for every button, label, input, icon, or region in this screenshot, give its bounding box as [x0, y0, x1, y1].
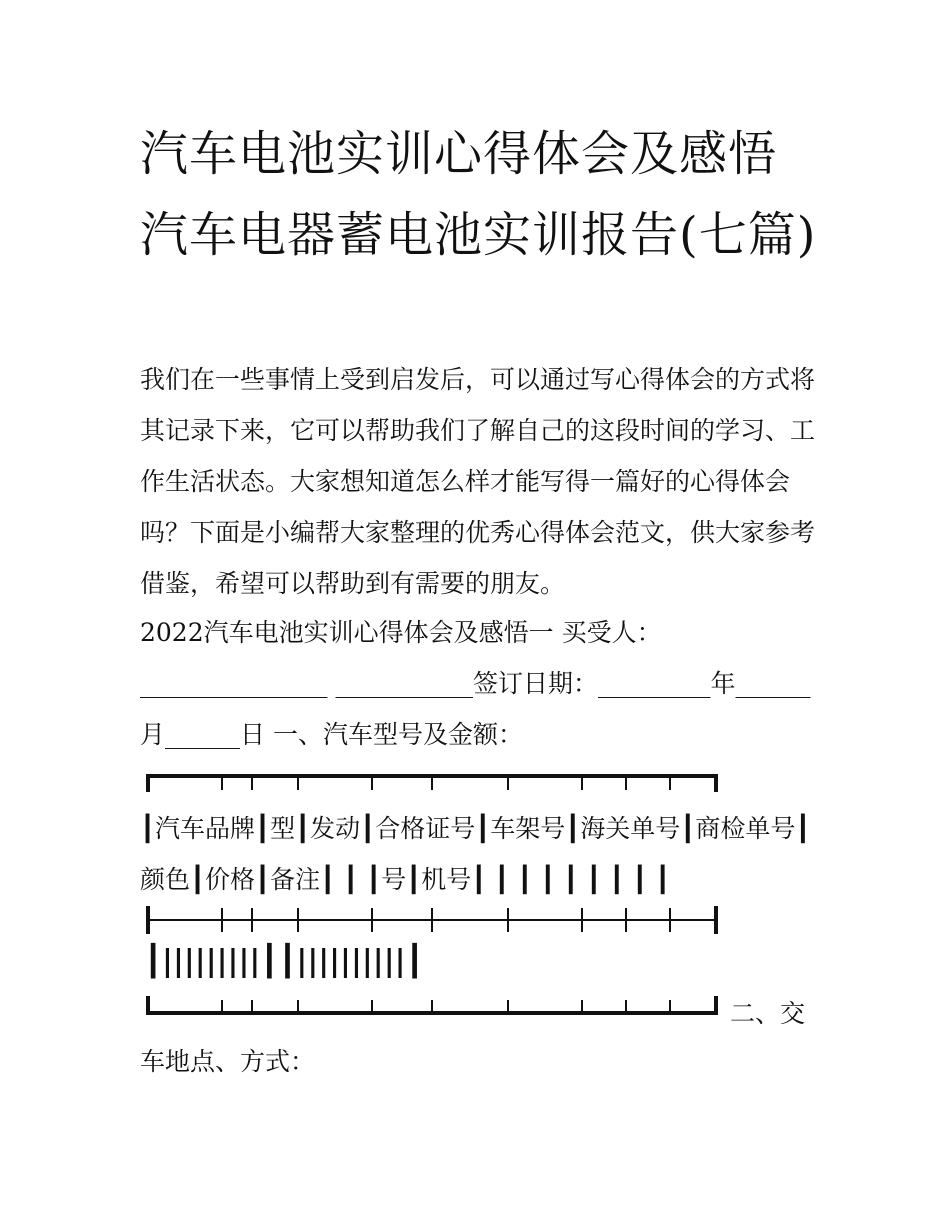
table-bottom-rule — [146, 996, 716, 1016]
table-header-row: ┃汽车品牌┃型┃发动┃合格证号┃车架号┃海关单号┃商检单号┃颜色┃价格┃备注┃ ┃ ┃号┃机号┃ ┃ ┃ ┃ ┃ ┃ ┃ ┃ ┃ — [140, 814, 811, 894]
table-bars-row: ┃|||||||||┃┃||||||||||┃ — [144, 944, 424, 979]
intro-paragraph: 我们在一些事情上受到启发后，可以通过写心得体会的方式将其记录下来，它可以帮助我们了解自己的这段时间的学习、工作生活状态。大家想知道怎么样才能写得一篇好的心得体会吗？下面是小编帮大家整理的优秀心得体会范文，供大家参考借鉴，希望可以帮助到有需要的朋友。 — [140, 365, 816, 598]
section2-heading-start: 二、交 — [730, 999, 806, 1028]
section2-heading-end: 车地点、方式： — [140, 1047, 316, 1076]
table-top-rule — [146, 774, 716, 794]
document-title: 汽车电池实训心得体会及感悟汽车电器蓄电池实训报告(七篇) — [140, 126, 817, 263]
contract-paragraph: 2022汽车电池实训心得体会及感悟一 买受人：_______________ ___________签订日期：_________年______月______日 一、汽车型号及金额： — [140, 618, 811, 749]
table-middle-rule — [146, 906, 716, 936]
